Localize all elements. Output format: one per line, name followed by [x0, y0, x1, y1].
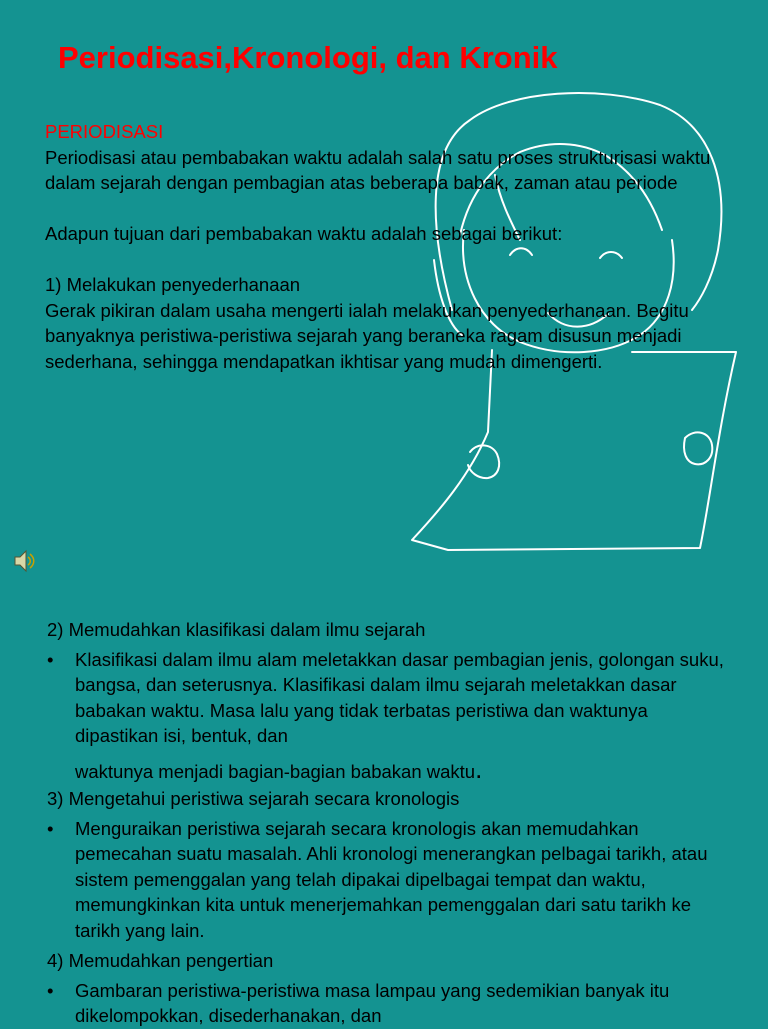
bullet-icon: • [47, 979, 54, 1001]
slide-2 [0, 600, 768, 1024]
slide-1-body [45, 119, 715, 374]
bullet-item [47, 816, 727, 944]
bullet-text-end-line: waktunya menjadi bagian-bagian babakan waktu [75, 760, 476, 782]
slide-2-body [47, 617, 727, 1029]
paragraph-purpose-intro: Adapun tujuan dari pembabakan waktu adalah sebagai berikut: [45, 223, 563, 244]
bullet-text-end [75, 753, 727, 785]
bullet-text: Menguraikan peristiwa sejarah secara kronologis akan memudahkan pemecahan suatu masalah. Ahli kronologi menerangkan pelbagai tarikh, atau sistem pemenggalan yang telah dipakai dipelbagai tempat dan waktu, memungkinkan kita untuk menerjemahkan pemenggalan dari satu tarikh ke tarikh yang lain. [75, 817, 708, 941]
point-4-heading: 4) Memudahkan pengertian [47, 950, 274, 971]
spacer [45, 196, 715, 222]
section-heading: PERIODISASI [45, 121, 164, 142]
point-1-heading: 1) Melakukan penyederhanaan [45, 274, 301, 295]
bullet-icon: • [47, 817, 54, 839]
point-3-heading: 3) Mengetahui peristiwa sejarah secara kronologis [47, 788, 460, 809]
bullet-item [47, 978, 727, 1029]
period-mark: . [475, 753, 483, 784]
bullet-text: Klasifikasi dalam ilmu alam meletakkan dasar pembagian jenis, golongan suku, bangsa, dan seterusnya. Klasifikasi dalam ilmu sejarah meletakkan dasar babakan waktu. Masa lalu yang tidak terbatas peristiwa dan waktunya dipastikan isi, bentuk, dan [75, 648, 724, 746]
speaker-icon[interactable] [13, 548, 35, 574]
slide-title: Periodisasi,Kronologi, dan Kronik [58, 40, 558, 75]
spacer [45, 247, 715, 273]
bullet-icon: • [47, 648, 54, 670]
bullet-item [47, 647, 727, 785]
point-2-heading: 2) Memudahkan klasifikasi dalam ilmu sejarah [47, 619, 426, 640]
paragraph-definition: Periodisasi atau pembabakan waktu adalah salah satu proses strukturisasi waktu dalam sejarah dengan pembagian atas beberapa babak, zaman atau periode [45, 146, 711, 193]
bullet-text: Gambaran peristiwa-peristiwa masa lampau yang sedemikian banyak itu dikelompokkan, disederhanakan, dan [75, 979, 670, 1026]
point-1-text: Gerak pikiran dalam usaha mengerti ialah melakukan penyederhanaan. Begitu banyaknya peristiwa-peristiwa sejarah yang beraneka ragam disusun menjadi sederhana, sehingga mendapatkan ikhtisar yang mudah dimengerti. [45, 299, 689, 372]
